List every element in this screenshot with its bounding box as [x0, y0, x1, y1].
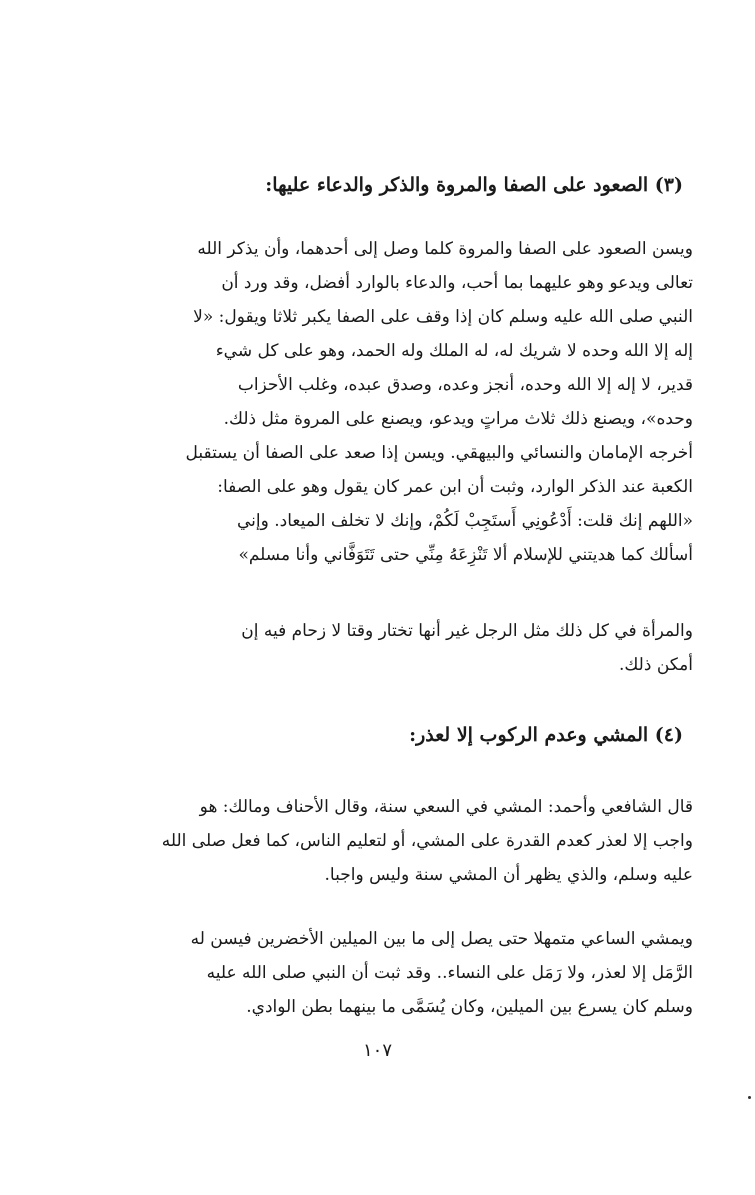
paragraph-line: ويمشي الساعي متمهلا حتى يصل إلى ما بين الميلين الأخضرين فيسن له	[190, 929, 693, 949]
paragraph-line: النبي صلى الله عليه وسلم كان إذا وقف على الصفا يكبر ثلاثا ويقول: «لا	[193, 307, 693, 327]
page-number: ١٠٧	[362, 1040, 392, 1061]
paragraph-line: وسلم كان يسرع بين الميلين، وكان يُسَمَّى ما بينهما بطن الوادي.	[246, 997, 693, 1017]
paragraph-line: الكعبة عند الذكر الوارد، وثبت أن ابن عمر كان يقول وهو على الصفا:	[217, 477, 693, 497]
section-4-heading: (٤) المشي وعدم الركوب إلا لعذر:	[409, 724, 683, 746]
paragraph-line: أخرجه الإمامان والنسائي والبيهقي. ويسن إذا صعد على الصفا أن يستقبل	[185, 443, 693, 463]
paragraph-line: والمرأة في كل ذلك مثل الرجل غير أنها تختار وقتا لا زحام فيه إن	[241, 621, 693, 641]
paragraph-line: واجب إلا لعذر كعدم القدرة على المشي، أو لتعليم الناس، كما فعل صلى الله	[161, 831, 693, 851]
paragraph-line: قدير، لا إله إلا الله وحده، أنجز وعده، وصدق عبده، وغلب الأحزاب	[237, 375, 693, 395]
paragraph-line: قال الشافعي وأحمد: المشي في السعي سنة، وقال الأحناف ومالك: هو	[199, 797, 693, 817]
section-3-heading: (٣) الصعود على الصفا والمروة والذكر والدعاء عليها:	[265, 174, 683, 196]
margin-mark	[748, 1096, 751, 1099]
paragraph-line: «اللهم إنك قلت: أَدْعُونِي أَستَجِبْ لَكُمْ، وإنك لا تخلف الميعاد. وإني	[237, 511, 693, 531]
paragraph-line: تعالى ويدعو وهو عليهما بما أحب، والدعاء بالوارد أفضل، وقد ورد أن	[221, 273, 693, 293]
section-3-paragraph-2	[40, 614, 693, 682]
paragraph-line: أسألك كما هديتني للإسلام ألا تَنْزِعَهُ مِنِّي حتى تَتَوَفَّاني وأنا مسلم»	[238, 545, 693, 565]
paragraph-line: وحده»، ويصنع ذلك ثلاث مراتٍ ويدعو، ويصنع على المروة مثل ذلك.	[223, 409, 693, 429]
paragraph-line: ويسن الصعود على الصفا والمروة كلما وصل إلى أحدهما، وأن يذكر الله	[197, 239, 693, 259]
paragraph-line: إله إلا الله وحده لا شريك له، له الملك وله الحمد، وهو على كل شيء	[215, 341, 693, 361]
paragraph-line: الرَّمَل إلا لعذر، ولا رَمَل على النساء.. وقد ثبت أن النبي صلى الله عليه	[206, 963, 693, 983]
section-4-paragraph-2	[40, 922, 693, 1024]
paragraph-line: أمكن ذلك.	[618, 655, 693, 675]
section-3-paragraph-1	[40, 232, 693, 572]
section-4-paragraph-1	[40, 790, 693, 892]
paragraph-line: عليه وسلم، والذي يظهر أن المشي سنة وليس واجبا.	[324, 865, 693, 885]
